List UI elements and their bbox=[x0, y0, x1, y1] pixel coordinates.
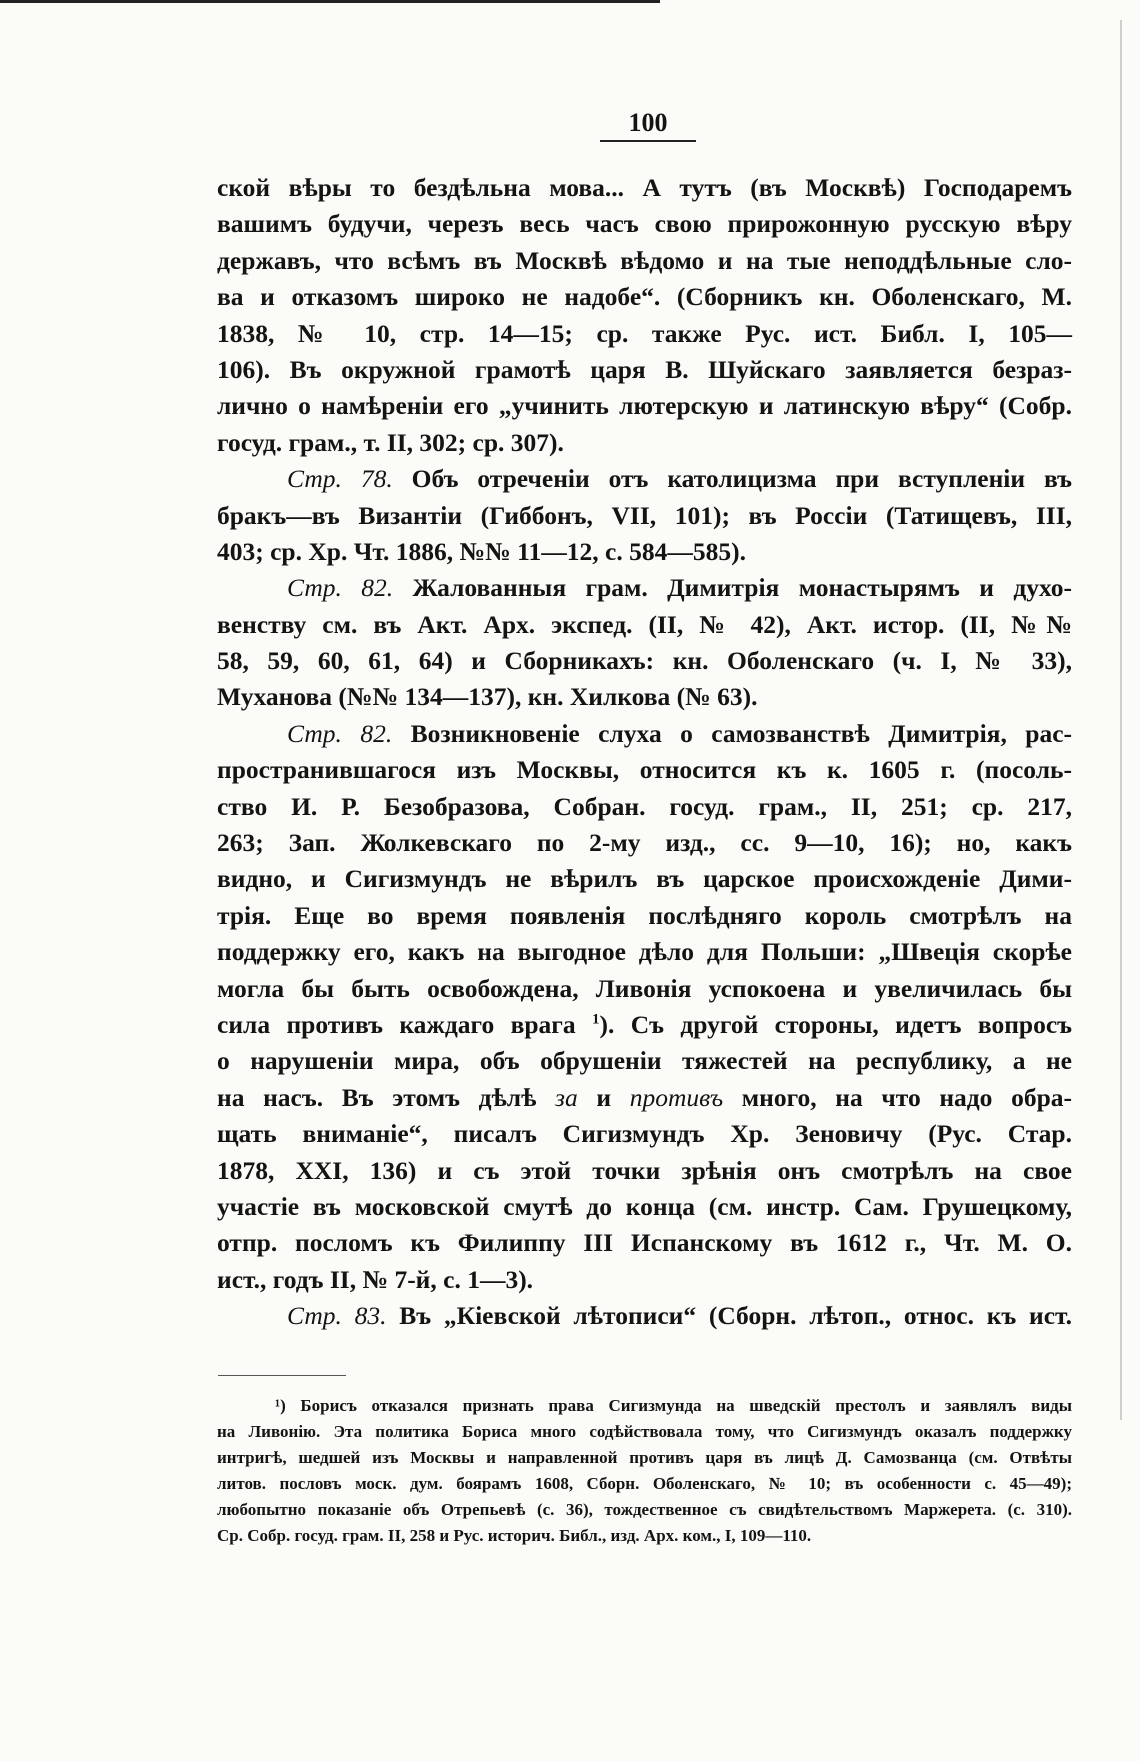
text-line: видно, и Сигизмундъ не вѣрилъ въ царское происхожденіе Дими- bbox=[217, 864, 1072, 894]
text-line: пространившагося изъ Москвы, относится къ к. 1605 г. (посоль- bbox=[217, 755, 1072, 785]
text-line: 403; ср. Хр. Чт. 1886, №№ 11—12, с. 584—585). bbox=[217, 536, 746, 566]
text-line: ство И. Р. Безобразова, Собран. госуд. грам., II, 251; ср. 217, bbox=[217, 791, 1072, 821]
text-line: ист., годъ II, № 7-й, с. 1—3). bbox=[217, 1264, 534, 1294]
text-line: 1878, XXI, 136) и съ этой точки зрѣнія онъ смотрѣлъ на свое bbox=[217, 1155, 1072, 1185]
scan-right-edge bbox=[1120, 20, 1122, 1420]
page-reference: Стр. 82. bbox=[287, 718, 393, 748]
text-line: ской вѣры то бездѣльна мова... А тутъ (въ Москвѣ) Господаремъ bbox=[217, 173, 1072, 202]
footnote-line: любопытно показаніе объ Отрепьевѣ (с. 36), тождественное съ свидѣтельствомъ Маржерета. (с. 310). bbox=[217, 1500, 1072, 1519]
page-reference: Стр. 83. bbox=[287, 1301, 387, 1331]
main-text bbox=[217, 170, 1072, 1335]
page-reference: Стр. 78. bbox=[287, 464, 393, 494]
text-line: Стр. 82. Жалованныя грам. Димитрія монастырямъ и духо- bbox=[287, 573, 1073, 603]
footnote-divider bbox=[218, 1375, 346, 1376]
text-line: 263; Зап. Жолкевскаго по 2-му изд., сс. 9—10, 16); но, какъ bbox=[217, 828, 1072, 858]
text-line: ва и отказомъ широко не надобе“. (Сборникъ кн. Оболенскаго, М. bbox=[217, 282, 1072, 312]
text-line: Муханова (№№ 134—137), кн. Хилкова (№ 63). bbox=[217, 682, 758, 712]
text-line: госуд. грам., т. II, 302; ср. 307). bbox=[217, 427, 564, 457]
text-line: поддержку его, какъ на выгодное дѣло для Польши: „Швеція скорѣе bbox=[217, 937, 1072, 967]
footnote-line: ¹) Борисъ отказался признать права Сигизмунда на шведскій престолъ и заявлялъ виды bbox=[275, 1396, 1072, 1415]
text-line: могла бы быть освобождена, Ливонія успокоена и увеличилась бы bbox=[217, 973, 1072, 1003]
footnote-line: интригѣ, шедшей изъ Москвы и направленной противъ царя въ лицѣ Д. Самозванца (см. Отвѣты bbox=[217, 1448, 1072, 1467]
scan-top-edge bbox=[0, 0, 660, 3]
text-line: бракъ—въ Византіи (Гиббонъ, VII, 101); въ Россіи (Татищевъ, III, bbox=[217, 500, 1072, 530]
text-line: щать вниманіе“, писалъ Сигизмундъ Хр. Зеновичу (Рус. Стар. bbox=[217, 1119, 1072, 1149]
text-line: 1838, № 10, стр. 14—15; ср. также Рус. ист. Библ. I, 105— bbox=[217, 318, 1072, 348]
footnote-line: на Ливонію. Эта политика Бориса много содѣйствовала тому, что Сигизмундъ оказалъ поддержку bbox=[217, 1422, 1072, 1441]
footnote bbox=[217, 1393, 1072, 1549]
text-line: вашимъ будучи, черезъ весь часъ свою прирожонную русскую вѣру bbox=[217, 209, 1072, 239]
text-line: участіе въ московской смутѣ до конца (см. инстр. Сам. Грушецкому, bbox=[217, 1191, 1072, 1221]
footnote-marker: 1 bbox=[592, 1011, 600, 1028]
text-line: державъ, что всѣмъ въ Москвѣ вѣдомо и на тые неподдѣльные сло- bbox=[217, 245, 1072, 275]
text-line: трія. Еще во время появленія послѣдняго король смотрѣлъ на bbox=[217, 900, 1072, 930]
text-line: Стр. 78. Объ отреченіи отъ католицизма при вступленіи въ bbox=[287, 464, 1072, 494]
page-number: 100 bbox=[600, 108, 696, 142]
footnote-line: литов. пословъ моск. дум. боярамъ 1608, Сборн. Оболенскаго, № 10; въ особенности с. 45—49); bbox=[217, 1474, 1072, 1493]
text-line: лично о намѣреніи его „учинить лютерскую и латинскую вѣру“ (Собр. bbox=[217, 391, 1072, 421]
text-line: на насъ. Въ этомъ дѣлѣ за и противъ много, на что надо обра- bbox=[217, 1082, 1072, 1112]
text-line: сила противъ каждаго врага $^1$). Съ другой стороны, идетъ вопросъ bbox=[217, 1009, 1073, 1039]
text-line: Стр. 82. Возникновеніе слуха о самозванствѣ Димитрія, рас- bbox=[287, 718, 1073, 748]
text-line: о нарушеніи мира, объ обрушеніи тяжестей на республику, а не bbox=[217, 1046, 1072, 1076]
text-line: венству см. въ Акт. Арх. экспед. (II, № 42), Акт. истор. (II, №№ bbox=[217, 609, 1072, 639]
text-line: 58, 59, 60, 61, 64) и Сборникахъ: кн. Оболенскаго (ч. I, № 33), bbox=[217, 646, 1072, 676]
footnote-line: Ср. Собр. госуд. грам. II, 258 и Рус. историч. Библ., изд. Арх. ком., I, 109—110. bbox=[217, 1526, 812, 1545]
text-line: Стр. 83. Въ „Кіевской лѣтописи“ (Сборн. лѣтоп., относ. къ ист. bbox=[287, 1301, 1072, 1331]
text-line: отпр. посломъ къ Филиппу III Испанскому въ 1612 г., Чт. М. О. bbox=[217, 1228, 1072, 1258]
text-line: 106). Въ окружной грамотѣ царя В. Шуйскаго заявляется безраз- bbox=[217, 354, 1072, 384]
page-reference: Стр. 82. bbox=[287, 573, 394, 603]
